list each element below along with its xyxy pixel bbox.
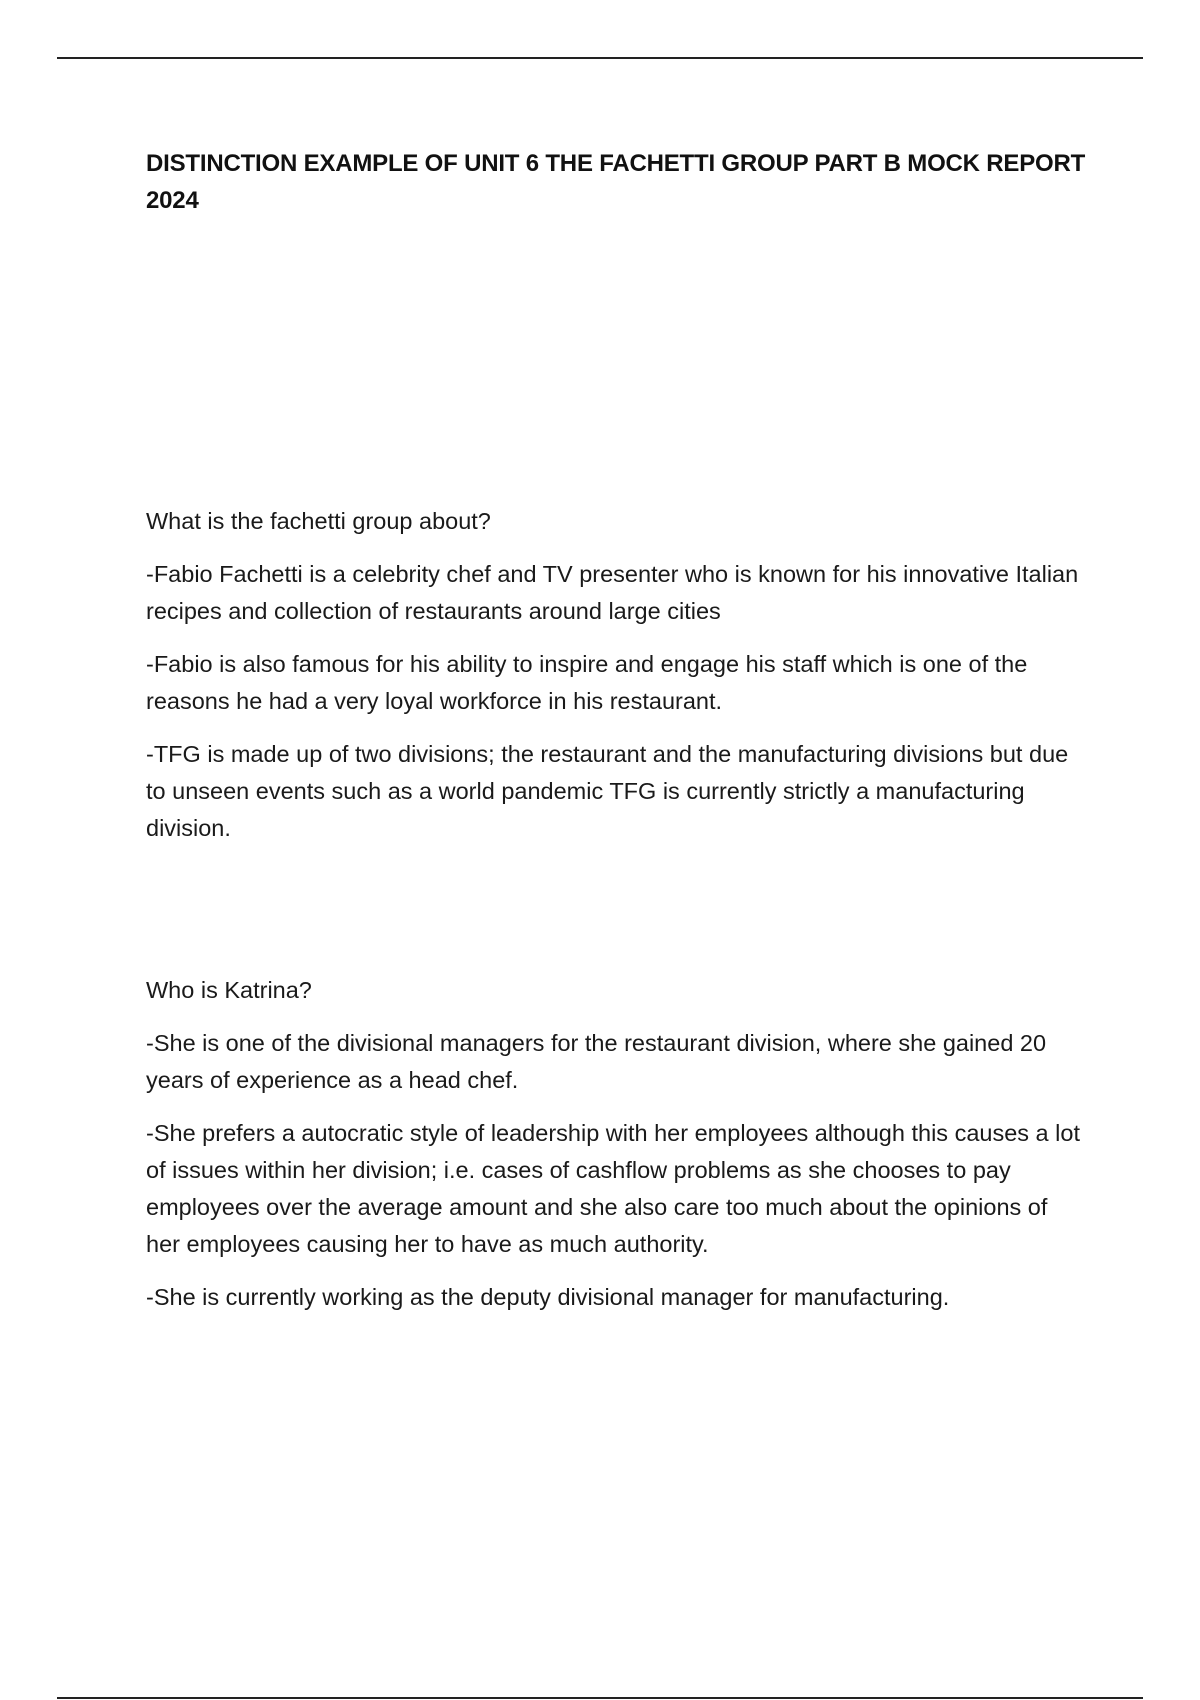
section-paragraph: -She prefers a autocratic style of leadership with her employees although this causes a lot of issues within her division; i.e. cases of cashflow problems as she chooses to pay employees over the average amount and she also care too much about the opinions of her employees causing her to have as much authority. [146,1120,1080,1257]
bottom-rule [57,1697,1143,1699]
section-question: Who is Katrina? [146,977,312,1003]
document-title: DISTINCTION EXAMPLE OF UNIT 6 THE FACHETTI GROUP PART B MOCK REPORT 2024 [146,150,1086,214]
section-paragraph: -She is currently working as the deputy divisional manager for manufacturing. [146,1284,950,1310]
section-question: What is the fachetti group about? [146,508,491,534]
section-paragraph: -Fabio Fachetti is a celebrity chef and TV presenter who is known for his innovative Italian recipes and collection of restaurants around large cities [146,561,1079,624]
section-katrina [146,972,1086,1332]
section-paragraph: -She is one of the divisional managers for the restaurant division, where she gained 20 years of experience as a head chef. [146,1030,1047,1093]
section-paragraph: -TFG is made up of two divisions; the restaurant and the manufacturing divisions but due to unseen events such as a world pandemic TFG is currently strictly a manufacturing division. [146,741,1069,841]
section-fachetti-group [146,503,1086,863]
top-rule [57,57,1143,59]
section-paragraph: -Fabio is also famous for his ability to inspire and engage his staff which is one of the reasons he had a very loyal workforce in his restaurant. [146,651,1028,714]
